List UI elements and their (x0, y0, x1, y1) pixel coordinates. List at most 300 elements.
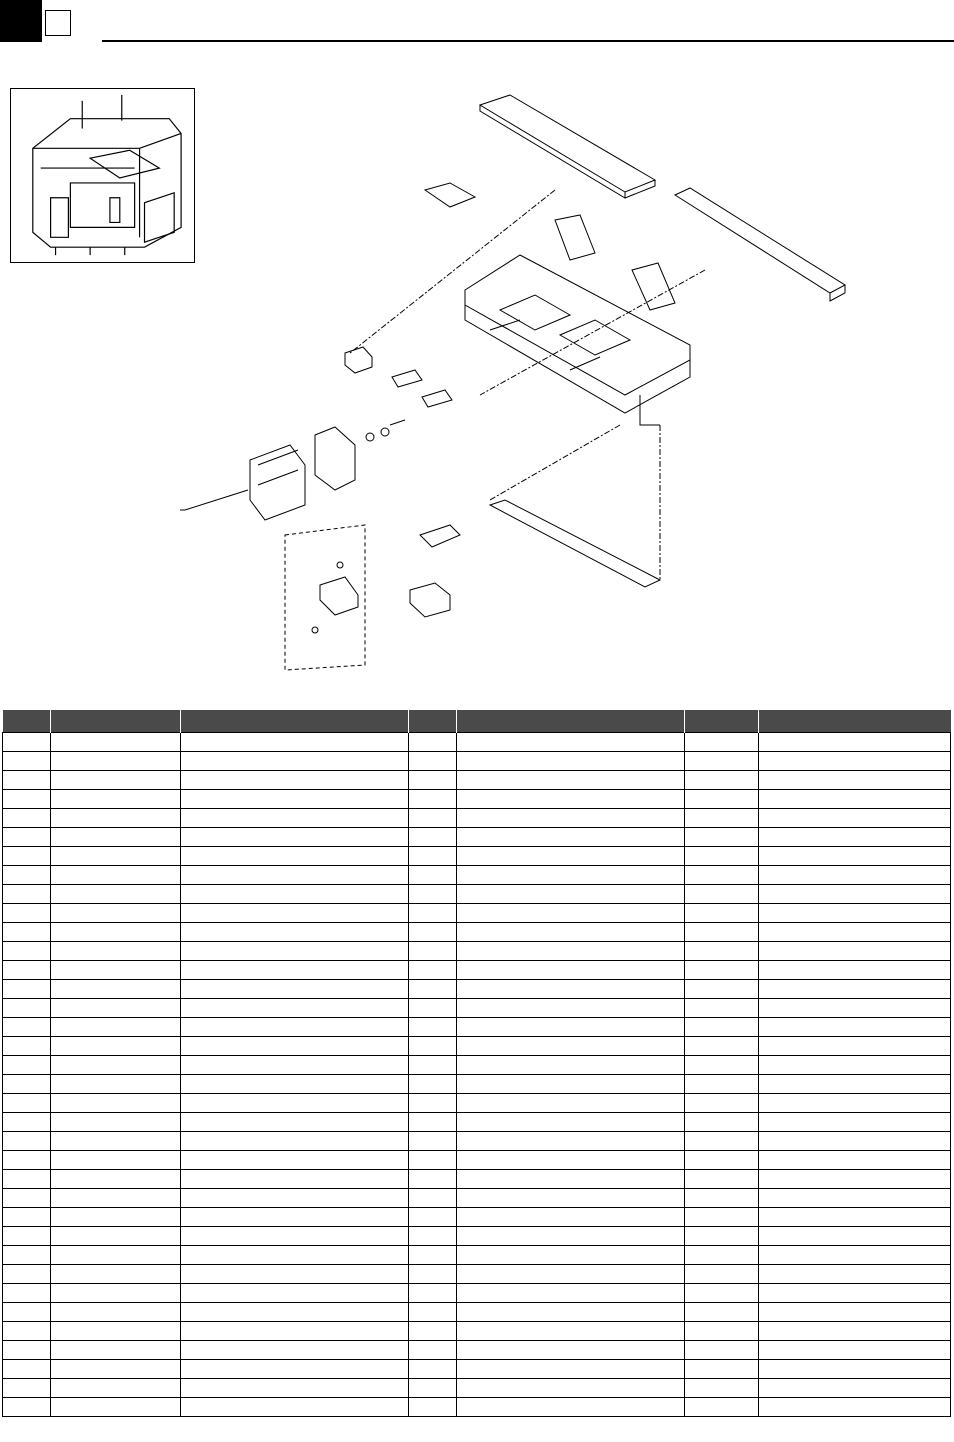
table-cell (759, 1360, 951, 1379)
table-cell (181, 885, 409, 904)
table-row (3, 1246, 951, 1265)
table-cell (759, 1398, 951, 1417)
table-cell (3, 885, 51, 904)
table-cell (409, 771, 457, 790)
table-cell (51, 904, 181, 923)
table-cell (685, 999, 759, 1018)
table-row (3, 1132, 951, 1151)
table-cell (409, 1037, 457, 1056)
table-cell (457, 1037, 685, 1056)
table-row (3, 1170, 951, 1189)
table-cell (3, 790, 51, 809)
valve-assembly-frame (285, 525, 365, 670)
guide-block-a (392, 370, 422, 387)
table-cell (3, 942, 51, 961)
table-cell (181, 790, 409, 809)
table-cell (685, 1227, 759, 1246)
table-cell (3, 1151, 51, 1170)
table-cell (181, 1018, 409, 1037)
table-cell (759, 1322, 951, 1341)
section-tab (0, 0, 42, 42)
table-cell (51, 771, 181, 790)
table-cell (685, 809, 759, 828)
table-cell (409, 942, 457, 961)
mount-plate (315, 427, 355, 490)
table-cell (759, 1284, 951, 1303)
table-cell (181, 771, 409, 790)
table-cell (685, 1094, 759, 1113)
table-cell (759, 1208, 951, 1227)
table-cell (3, 1303, 51, 1322)
table-cell (51, 1170, 181, 1189)
table-row (3, 1379, 951, 1398)
table-cell (685, 1341, 759, 1360)
table-cell (3, 1398, 51, 1417)
table-row (3, 1189, 951, 1208)
table-cell (457, 1265, 685, 1284)
table-cell (181, 1341, 409, 1360)
table-cell (759, 733, 951, 752)
table-row (3, 1018, 951, 1037)
table-cell (685, 1075, 759, 1094)
table-cell (181, 1189, 409, 1208)
table-row (3, 980, 951, 999)
table-cell (409, 847, 457, 866)
table-cell (3, 1322, 51, 1341)
sub-section-tab (45, 10, 71, 36)
table-cell (3, 1246, 51, 1265)
table-row (3, 1322, 951, 1341)
table-row (3, 1398, 951, 1417)
table-cell (3, 1189, 51, 1208)
table-cell (3, 809, 51, 828)
table-cell (685, 1113, 759, 1132)
table-cell (759, 866, 951, 885)
table-cell (457, 1398, 685, 1417)
table-cell (759, 1341, 951, 1360)
table-cell (181, 1322, 409, 1341)
table-cell (457, 980, 685, 999)
side-rail (675, 188, 845, 293)
table-cell (457, 847, 685, 866)
table-cell (685, 771, 759, 790)
table-cell (3, 1379, 51, 1398)
table-cell (457, 1208, 685, 1227)
table-cell (3, 828, 51, 847)
table-cell (3, 1075, 51, 1094)
table-row (3, 1360, 951, 1379)
table-cell (759, 828, 951, 847)
table-cell (457, 1075, 685, 1094)
table-cell (181, 904, 409, 923)
stop-block (345, 347, 372, 373)
table-cell (457, 961, 685, 980)
table-row (3, 885, 951, 904)
table-cell (409, 1075, 457, 1094)
table-cell (51, 923, 181, 942)
table-cell (51, 1265, 181, 1284)
table-cell (3, 999, 51, 1018)
table-cell (51, 866, 181, 885)
table-cell (685, 1170, 759, 1189)
table-cell (685, 1284, 759, 1303)
table-cell (3, 1018, 51, 1037)
parts-table-body (3, 733, 951, 1417)
table-cell (759, 1132, 951, 1151)
table-cell (409, 809, 457, 828)
table-cell (685, 1189, 759, 1208)
header-cell (409, 710, 457, 733)
title-rule (102, 40, 954, 42)
table-cell (409, 1113, 457, 1132)
table-cell (3, 771, 51, 790)
table-cell (51, 752, 181, 771)
table-cell (457, 1056, 685, 1075)
table-row (3, 828, 951, 847)
table-cell (457, 999, 685, 1018)
table-cell (181, 733, 409, 752)
table-cell (457, 1360, 685, 1379)
table-cell (409, 1284, 457, 1303)
table-cell (51, 847, 181, 866)
table-cell (409, 1227, 457, 1246)
table-cell (409, 1265, 457, 1284)
table-cell (51, 1284, 181, 1303)
table-cell (759, 847, 951, 866)
table-cell (759, 1265, 951, 1284)
table-cell (409, 1132, 457, 1151)
bracket-b (632, 263, 675, 310)
table-cell (409, 923, 457, 942)
table-cell (457, 752, 685, 771)
table-cell (759, 1094, 951, 1113)
cover-plate (425, 183, 475, 207)
table-cell (51, 828, 181, 847)
table-cell (685, 752, 759, 771)
table-cell (457, 885, 685, 904)
table-cell (51, 942, 181, 961)
table-cell (51, 961, 181, 980)
table-row (3, 1227, 951, 1246)
table-cell (51, 1189, 181, 1208)
table-row (3, 809, 951, 828)
table-cell (685, 1265, 759, 1284)
table-cell (685, 1360, 759, 1379)
table-cell (181, 1037, 409, 1056)
table-cell (759, 1018, 951, 1037)
table-cell (457, 904, 685, 923)
table-cell (3, 904, 51, 923)
table-cell (3, 1341, 51, 1360)
table-cell (759, 1303, 951, 1322)
table-cell (409, 752, 457, 771)
table-cell (457, 1170, 685, 1189)
exploded-assembly-diagram (160, 95, 860, 685)
table-cell (409, 999, 457, 1018)
table-cell (409, 1018, 457, 1037)
table-cell (457, 771, 685, 790)
table-row (3, 752, 951, 771)
table-cell (181, 1284, 409, 1303)
table-cell (181, 1075, 409, 1094)
solenoid-valve (320, 577, 358, 615)
table-cell (457, 1227, 685, 1246)
table-cell (181, 961, 409, 980)
table-cell (685, 847, 759, 866)
table-cell (181, 828, 409, 847)
table-cell (3, 847, 51, 866)
parts-table-header-row (3, 710, 951, 733)
table-cell (759, 809, 951, 828)
table-cell (409, 828, 457, 847)
table-cell (685, 828, 759, 847)
table-cell (759, 1037, 951, 1056)
table-row (3, 1037, 951, 1056)
table-row (3, 847, 951, 866)
table-cell (51, 1360, 181, 1379)
table-cell (409, 1303, 457, 1322)
table-cell (457, 828, 685, 847)
sensor-unit (410, 583, 450, 617)
table-cell (181, 1360, 409, 1379)
table-cell (409, 1189, 457, 1208)
table-cell (409, 1056, 457, 1075)
table-cell (457, 1018, 685, 1037)
table-cell (457, 1151, 685, 1170)
table-cell (685, 904, 759, 923)
table-cell (3, 980, 51, 999)
table-cell (3, 1113, 51, 1132)
table-row (3, 1208, 951, 1227)
table-cell (51, 1208, 181, 1227)
guide-block-b (422, 390, 452, 407)
parts-list-table (2, 710, 951, 1417)
table-cell (457, 1132, 685, 1151)
table-cell (685, 1379, 759, 1398)
table-cell (181, 809, 409, 828)
table-cell (181, 752, 409, 771)
table-row (3, 904, 951, 923)
table-cell (51, 733, 181, 752)
table-cell (409, 790, 457, 809)
table-cell (759, 790, 951, 809)
table-cell (409, 866, 457, 885)
table-cell (181, 1056, 409, 1075)
table-cell (759, 1151, 951, 1170)
table-cell (3, 1094, 51, 1113)
table-cell (759, 999, 951, 1018)
table-cell (759, 885, 951, 904)
table-cell (3, 1056, 51, 1075)
table-cell (685, 1151, 759, 1170)
table-cell (3, 1170, 51, 1189)
table-cell (3, 733, 51, 752)
table-cell (3, 1284, 51, 1303)
table-cell (181, 1170, 409, 1189)
table-cell (457, 942, 685, 961)
table-cell (409, 1208, 457, 1227)
table-cell (685, 980, 759, 999)
piston-rod (185, 490, 248, 510)
table-cell (51, 1322, 181, 1341)
table-cell (51, 1075, 181, 1094)
table-cell (181, 866, 409, 885)
table-cell (51, 790, 181, 809)
table-cell (457, 1341, 685, 1360)
table-cell (685, 866, 759, 885)
bottom-plate (490, 500, 660, 587)
table-cell (685, 790, 759, 809)
table-cell (181, 1379, 409, 1398)
table-row (3, 771, 951, 790)
table-cell (3, 961, 51, 980)
table-row (3, 1113, 951, 1132)
table-cell (181, 1132, 409, 1151)
table-row (3, 1284, 951, 1303)
table-cell (685, 1398, 759, 1417)
table-cell (457, 790, 685, 809)
table-cell (409, 1170, 457, 1189)
table-cell (759, 904, 951, 923)
table-cell (409, 1360, 457, 1379)
table-cell (181, 1094, 409, 1113)
table-cell (759, 942, 951, 961)
table-cell (51, 1341, 181, 1360)
table-row (3, 733, 951, 752)
table-cell (409, 733, 457, 752)
table-cell (51, 1037, 181, 1056)
table-cell (181, 999, 409, 1018)
table-cell (409, 961, 457, 980)
table-cell (181, 1227, 409, 1246)
table-cell (457, 1284, 685, 1303)
header-cell (3, 710, 51, 733)
table-cell (759, 980, 951, 999)
table-cell (181, 1246, 409, 1265)
table-cell (409, 885, 457, 904)
table-cell (51, 1303, 181, 1322)
table-cell (51, 1132, 181, 1151)
air-cylinder (250, 445, 305, 520)
table-cell (3, 923, 51, 942)
table-row (3, 1151, 951, 1170)
table-cell (685, 1322, 759, 1341)
table-cell (181, 980, 409, 999)
table-cell (759, 752, 951, 771)
table-cell (685, 1037, 759, 1056)
washer-b (381, 428, 389, 436)
table-cell (685, 1303, 759, 1322)
top-plate (480, 95, 655, 192)
table-cell (457, 1246, 685, 1265)
table-cell (181, 942, 409, 961)
table-cell (51, 809, 181, 828)
table-cell (3, 1360, 51, 1379)
table-cell (181, 1113, 409, 1132)
table-cell (685, 1056, 759, 1075)
table-cell (409, 980, 457, 999)
table-cell (409, 1094, 457, 1113)
table-cell (3, 752, 51, 771)
table-cell (759, 1113, 951, 1132)
table-cell (3, 866, 51, 885)
table-cell (51, 1398, 181, 1417)
table-cell (457, 866, 685, 885)
table-cell (759, 1170, 951, 1189)
table-row (3, 1303, 951, 1322)
table-row (3, 999, 951, 1018)
table-cell (685, 1132, 759, 1151)
table-cell (181, 847, 409, 866)
table-row (3, 1056, 951, 1075)
header-cell (181, 710, 409, 733)
table-cell (685, 942, 759, 961)
table-cell (457, 1094, 685, 1113)
table-cell (51, 999, 181, 1018)
table-cell (51, 1151, 181, 1170)
table-row (3, 961, 951, 980)
table-cell (759, 1056, 951, 1075)
table-row (3, 866, 951, 885)
table-cell (181, 1208, 409, 1227)
table-row (3, 1265, 951, 1284)
table-cell (685, 1018, 759, 1037)
table-cell (51, 1094, 181, 1113)
table-cell (759, 1246, 951, 1265)
table-cell (457, 1303, 685, 1322)
table-cell (685, 1208, 759, 1227)
table-cell (51, 1018, 181, 1037)
table-cell (457, 1113, 685, 1132)
table-row (3, 1341, 951, 1360)
table-cell (685, 885, 759, 904)
table-cell (409, 1341, 457, 1360)
table-row (3, 942, 951, 961)
table-cell (457, 1189, 685, 1208)
table-cell (457, 1379, 685, 1398)
table-cell (181, 1151, 409, 1170)
table-cell (3, 1132, 51, 1151)
table-row (3, 790, 951, 809)
table-cell (759, 961, 951, 980)
table-cell (759, 1075, 951, 1094)
table-cell (181, 1303, 409, 1322)
table-cell (3, 1037, 51, 1056)
table-cell (409, 1322, 457, 1341)
table-cell (409, 904, 457, 923)
table-cell (181, 1265, 409, 1284)
table-cell (51, 885, 181, 904)
header-cell (457, 710, 685, 733)
table-cell (51, 1113, 181, 1132)
table-cell (685, 1246, 759, 1265)
table-row (3, 923, 951, 942)
header-cell (685, 710, 759, 733)
chassis (465, 255, 690, 395)
table-cell (457, 733, 685, 752)
header-cell (51, 710, 181, 733)
table-row (3, 1094, 951, 1113)
table-cell (409, 1151, 457, 1170)
table-cell (51, 980, 181, 999)
table-cell (759, 923, 951, 942)
header-cell (759, 710, 951, 733)
table-cell (51, 1379, 181, 1398)
table-cell (685, 923, 759, 942)
table-cell (409, 1398, 457, 1417)
table-cell (759, 1379, 951, 1398)
table-cell (3, 1227, 51, 1246)
